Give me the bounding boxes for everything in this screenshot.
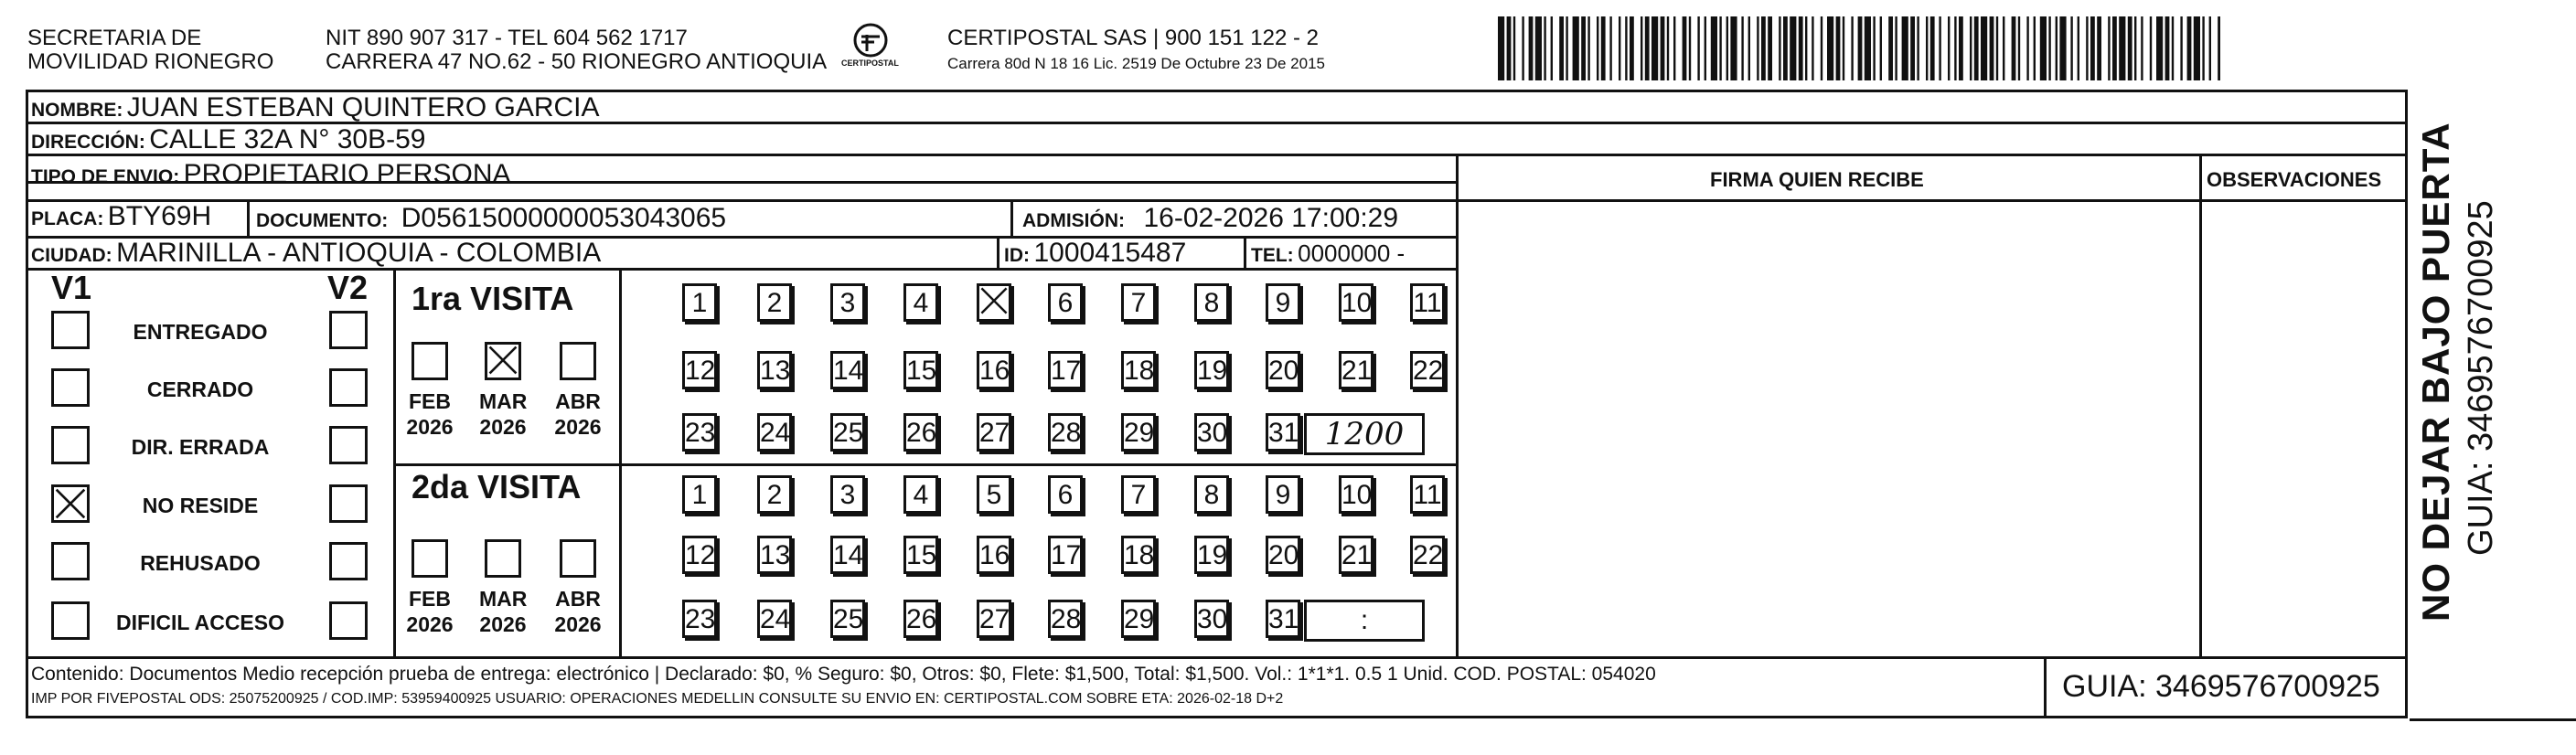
day-box[interactable]: 27 (977, 600, 1011, 638)
nombre-value: JUAN ESTEBAN QUINTERO GARCIA (126, 92, 600, 122)
tipo-envio-value: PROPIETARIO PERSONA (183, 159, 511, 189)
day-box[interactable]: 11 (1410, 283, 1445, 322)
day-box[interactable]: 16 (977, 351, 1011, 389)
tel-value: 0000000 - (1298, 239, 1406, 267)
side-guia-text: GUIA: 3469576700925 (2462, 200, 2500, 556)
month-checkbox[interactable] (412, 539, 448, 578)
month-year-label: 2026 (479, 612, 527, 636)
day-box[interactable]: 22 (1410, 536, 1445, 574)
month-year-label: 2026 (406, 612, 454, 636)
ciudad-field (31, 238, 601, 269)
v2-checkbox[interactable] (329, 542, 368, 580)
month-label: MAR (479, 389, 528, 413)
contenido-text: Contenido: Documentos Medio recepción prueba de entrega: electrónico | Declarado: $0, % Seguro: $0, Otros: $0, Flete: $1,500, Total: $1,500. Vol.: 1*1*1. 0.5 1 Unid. COD. POSTAL: 054020 (31, 664, 1656, 685)
x-mark-icon (979, 286, 1009, 315)
v2-checkbox[interactable] (329, 311, 368, 349)
month-year-label: 2026 (554, 612, 602, 636)
placa-value: BTY69H (107, 201, 212, 231)
day-box[interactable]: 13 (757, 351, 792, 389)
day-box[interactable]: 29 (1121, 600, 1156, 638)
day-box[interactable]: 12 (682, 536, 717, 574)
v2-checkbox[interactable] (329, 484, 368, 523)
month-year-label: 2026 (479, 415, 527, 439)
id-field (1004, 238, 1186, 269)
tel-field (1251, 239, 1405, 268)
month-checkbox[interactable] (560, 539, 596, 578)
status-label: ENTREGADO (133, 320, 268, 344)
day-box[interactable]: 9 (1266, 475, 1300, 514)
day-box[interactable] (977, 283, 1011, 322)
day-box[interactable]: 3 (830, 283, 865, 322)
day-box[interactable]: 18 (1121, 351, 1156, 389)
day-box[interactable]: 21 (1339, 351, 1374, 389)
time-box[interactable]: : (1304, 600, 1425, 642)
status-label: DIR. ERRADA (131, 435, 270, 459)
day-box[interactable]: 25 (830, 600, 865, 638)
day-box[interactable]: 10 (1339, 283, 1374, 322)
day-box[interactable]: 5 (977, 475, 1011, 514)
day-box[interactable]: 28 (1048, 600, 1083, 638)
day-box[interactable]: 1 (682, 283, 717, 322)
day-box[interactable]: 8 (1194, 475, 1229, 514)
observaciones-header: OBSERVACIONES (2207, 168, 2382, 191)
second-visit-title: 2da VISITA (412, 468, 582, 505)
ciudad-label: CIUDAD: (31, 245, 112, 266)
month-checkbox[interactable] (485, 342, 521, 380)
day-box[interactable]: 24 (757, 600, 792, 638)
v2-checkbox[interactable] (329, 601, 368, 640)
status-label: CERRADO (146, 378, 254, 401)
first-visit-title: 1ra VISITA (412, 280, 574, 317)
time-box[interactable]: 1200 (1304, 413, 1425, 455)
day-box[interactable]: 22 (1410, 351, 1445, 389)
day-box[interactable]: 23 (682, 413, 717, 452)
documento-field (256, 203, 726, 234)
day-box[interactable]: 30 (1194, 600, 1229, 638)
day-box[interactable]: 12 (682, 351, 717, 389)
tel-label: TEL: (1251, 245, 1294, 266)
admision-label: ADMISIÓN: (1022, 210, 1125, 231)
day-box[interactable]: 11 (1410, 475, 1445, 514)
month-label: ABR (555, 587, 601, 611)
firma-header: FIRMA QUIEN RECIBE (1710, 168, 1924, 191)
placa-label: PLACA: (31, 208, 104, 229)
day-box[interactable]: 15 (903, 351, 938, 389)
day-box[interactable]: 23 (682, 600, 717, 638)
documento-label: DOCUMENTO: (256, 210, 389, 231)
tipo-envio-label: TIPO DE ENVIO: (31, 166, 180, 187)
month-checkbox[interactable] (412, 342, 448, 380)
id-label: ID: (1004, 245, 1030, 266)
day-box[interactable]: 2 (757, 475, 792, 514)
v2-checkbox[interactable] (329, 426, 368, 464)
direccion-value: CALLE 32A N° 30B-59 (149, 124, 426, 154)
month-label: FEB (409, 587, 451, 611)
day-box[interactable]: 8 (1194, 283, 1229, 322)
v2-checkbox[interactable] (329, 368, 368, 407)
day-box[interactable]: 25 (830, 413, 865, 452)
tipo-envio-field (31, 159, 511, 190)
documento-value: D05615000000053043065 (401, 203, 727, 233)
day-box[interactable]: 14 (830, 536, 865, 574)
month-checkbox[interactable] (485, 539, 521, 578)
day-box[interactable]: 3 (830, 475, 865, 514)
day-box[interactable]: 1 (682, 475, 717, 514)
month-year-label: 2026 (406, 415, 454, 439)
v1-label: V1 (51, 269, 92, 306)
address-line: CARRERA 47 NO.62 - 50 RIONEGRO ANTIOQUIA (326, 49, 828, 74)
direccion-field (31, 124, 425, 155)
day-box[interactable]: 19 (1194, 351, 1229, 389)
day-box[interactable]: 4 (903, 283, 938, 322)
day-box[interactable]: 28 (1048, 413, 1083, 452)
day-box[interactable]: 19 (1194, 536, 1229, 574)
day-box[interactable]: 31 (1266, 413, 1300, 452)
org-name-line1: SECRETARIA DE (27, 26, 202, 50)
day-box[interactable]: 7 (1121, 283, 1156, 322)
status-label: NO RESIDE (142, 494, 259, 517)
ciudad-value: MARINILLA - ANTIOQUIA - COLOMBIA (116, 238, 602, 268)
day-box[interactable]: 18 (1121, 536, 1156, 574)
day-box[interactable]: 4 (903, 475, 938, 514)
month-checkbox[interactable] (560, 342, 596, 380)
day-box[interactable]: 7 (1121, 475, 1156, 514)
no-dejar-text: NO DEJAR BAJO PUERTA (2414, 122, 2457, 622)
imp-text: IMP POR FIVEPOSTAL ODS: 25075200925 / COD.IMP: 53959400925 USUARIO: OPERACIONES MEDELLIN CONSULTE SU ENVIO EN: CERTIPOSTAL.COM SOBRE ETA: 2026-02-18 D+2 (31, 691, 1284, 707)
day-box[interactable]: 17 (1048, 351, 1083, 389)
day-box[interactable]: 13 (757, 536, 792, 574)
month-label: FEB (409, 389, 451, 413)
id-value: 1000415487 (1033, 238, 1187, 268)
certipostal-logo (841, 22, 900, 73)
admision-field (1022, 203, 1398, 234)
day-box[interactable]: 27 (977, 413, 1011, 452)
nombre-label: NOMBRE: (31, 100, 123, 121)
day-box[interactable]: 24 (757, 413, 792, 452)
nombre-field (31, 92, 600, 123)
placa-field (31, 201, 211, 232)
day-box[interactable]: 6 (1048, 283, 1083, 322)
day-box[interactable]: 20 (1266, 536, 1300, 574)
day-box[interactable]: 9 (1266, 283, 1300, 322)
barcode (1498, 16, 2220, 80)
day-box[interactable]: 29 (1121, 413, 1156, 452)
org-name-line2: MOVILIDAD RIONEGRO (27, 49, 274, 74)
company-line: CERTIPOSTAL SAS | 900 151 122 - 2 (947, 26, 1319, 50)
month-year-label: 2026 (554, 415, 602, 439)
day-box[interactable]: 6 (1048, 475, 1083, 514)
day-box[interactable]: 26 (903, 413, 938, 452)
v2-label: V2 (327, 269, 369, 306)
day-box[interactable]: 16 (977, 536, 1011, 574)
day-box[interactable]: 31 (1266, 600, 1300, 638)
day-box[interactable]: 30 (1194, 413, 1229, 452)
day-box[interactable]: 15 (903, 536, 938, 574)
admision-value: 16-02-2026 17:00:29 (1143, 203, 1399, 233)
logo-label: CERTIPOSTAL (841, 58, 899, 68)
day-box[interactable]: 26 (903, 600, 938, 638)
day-box[interactable]: 17 (1048, 536, 1083, 574)
direccion-label: DIRECCIÓN: (31, 132, 145, 153)
x-mark-icon (487, 345, 518, 376)
day-box[interactable]: 21 (1339, 536, 1374, 574)
day-box[interactable]: 14 (830, 351, 865, 389)
month-label: ABR (555, 389, 601, 413)
day-box[interactable]: 10 (1339, 475, 1374, 514)
status-label: DIFICIL ACCESO (115, 611, 284, 634)
month-label: MAR (479, 587, 528, 611)
status-label: REHUSADO (140, 551, 261, 575)
guia-footer: GUIA: 3469576700925 (2062, 669, 2380, 704)
barcode-icon (1498, 16, 2220, 80)
day-box[interactable]: 2 (757, 283, 792, 322)
nit-line: NIT 890 907 317 - TEL 604 562 1717 (326, 26, 688, 50)
day-box[interactable]: 20 (1266, 351, 1300, 389)
company-license: Carrera 80d N 18 16 Lic. 2519 De Octubre 23 De 2015 (947, 55, 1325, 72)
